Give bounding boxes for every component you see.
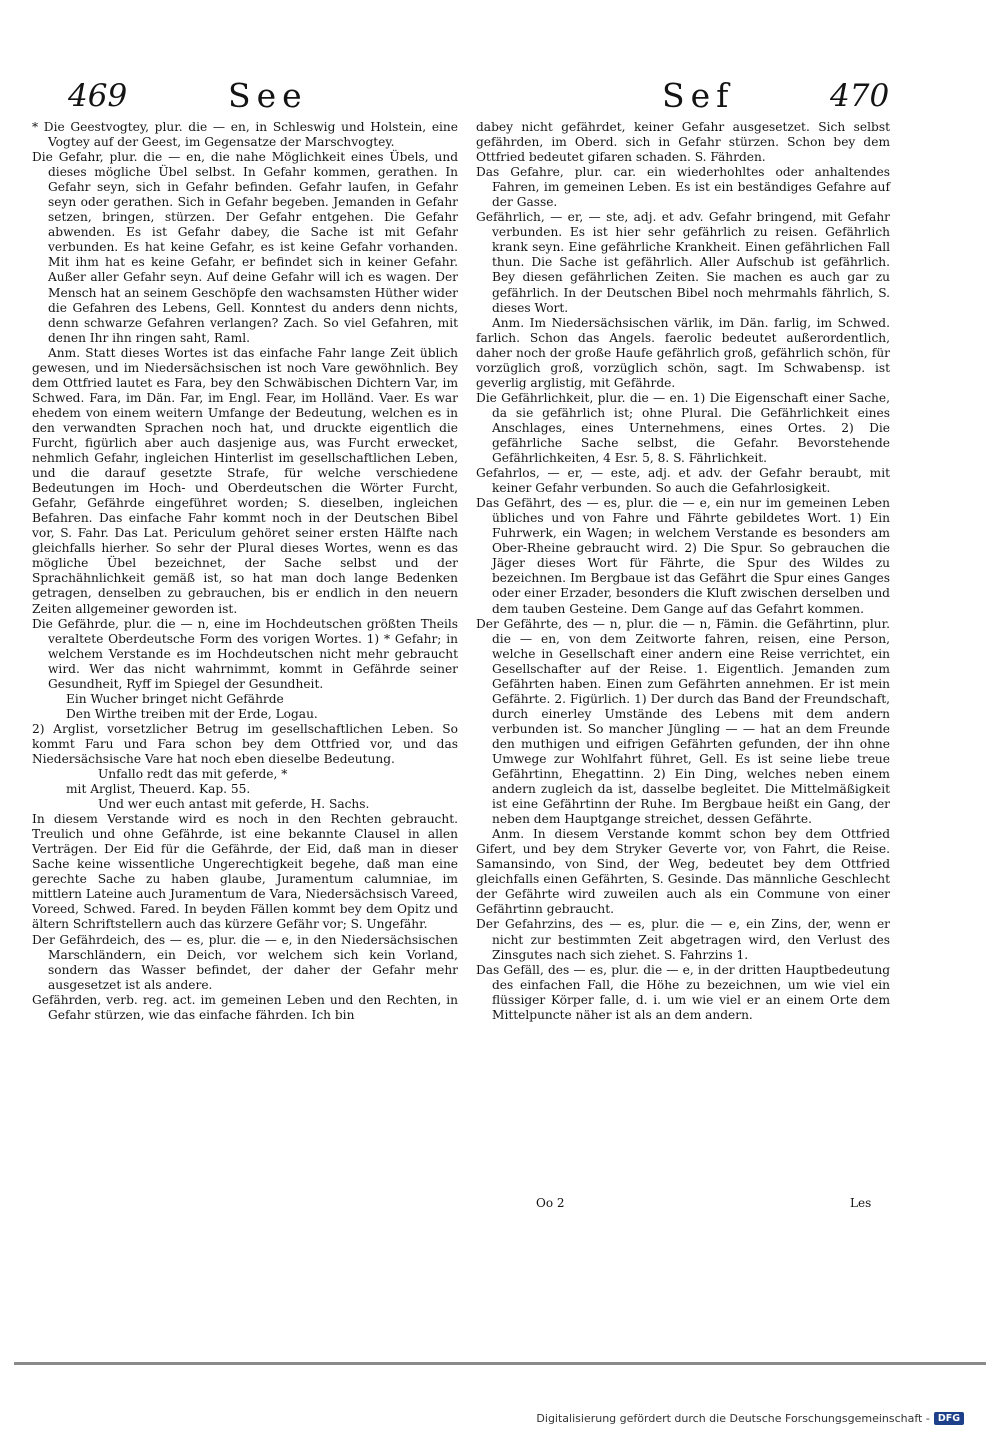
dictionary-entry: Gefährden, verb. reg. act. im gemeinen Leben und den Rechten, in Gefahr stürzen, wie das einfache fährden. Ich bin — [32, 992, 458, 1022]
dictionary-entry: Gefahrlos, — er, — este, adj. et adv. der Gefahr beraubt, mit keiner Gefahr verbunden. So auch die Gefahrlosigkeit. — [476, 466, 890, 496]
scan-edge-line — [14, 1362, 986, 1365]
dictionary-entry: Anm. Statt dieses Wortes ist das einfache Fahr lange Zeit üblich gewesen, und im Niedersächsischen ist noch Vare gewöhnlich. Bey dem Ottfried lautet es Fara, bey den Schwäbischen Dichtern Var, im Schwed. Fara, im Dän. Far, im Engl. Fear, im Holländ. Vaer. Es war ehedem von einem weitern Umfange der Bedeutung, welchen es in den verwandten Sprachen noch hat, und druckte eigentlich die Furcht, figürlich aber auch dasjenige aus, was Furcht erwecket, nehmlich Gefahr, ingleichen Hinterlist im gesellschaftlichen Leben, und die darauf gesetzte Strafe, für welche verschiedene Bedeutungen im Hoch- und Oberdeutschen die Wörter Furcht, Gefahr, Gefährde eingeführet worden; S. dieselben, ingleichen Befahren. Das einfache Fahr kommt noch in der Deutschen Bibel vor, S. Fahr. Das Lat. Periculum gehöret seiner ersten Hälfte nach gleichfalls hierher. So sehr der Plural dieses Wortes, wenn es das mögliche Übel bezeichnet, der Sache selbst und der Sprachähnlichkeit gemäß ist, so hat man doch lange Bedenken getragen, denselben zu gebrauchen, bis er endlich in den neuern Zeiten allgemeiner geworden ist. — [32, 345, 458, 616]
signature-mark: Oo 2 — [536, 1196, 565, 1210]
dictionary-entry: Der Gefährdeich, des — es, plur. die — e, in den Niedersächsischen Marschländern, ein Deich, vor welchem sich kein Vorland, sondern das Wasser befindet, der daher der Gefahr mehr ausgesetzet ist als andere. — [32, 932, 458, 992]
dfg-logo: DFG — [934, 1412, 964, 1425]
dictionary-entry: In diesem Verstande wird es noch in den Rechten gebraucht. Treulich und ohne Gefährde, ist eine bekannte Clausel in allen Verträgen. Der Eid für die Gefährde, der Eid, daß man in dieser Sache keine wissentliche Ungerechtigkeit begehe, daß man eine gerechte Sache zu haben glaube, Juramentum calumniae, im mittlern Lateine auch Juramentum de Vara, Niedersächsisch Vareed, Voreed, Schwed. Fared. In beyden Fällen kommt bey dem Opitz und ältern Schriftstellern auch das kürzere Gefähr vor; S. Ungefähr. — [32, 812, 458, 932]
dictionary-entry: Gefährlich, — er, — ste, adj. et adv. Gefahr bringend, mit Gefahr verbunden. Es ist hier sehr gefährlich zu reisen. Gefährlich krank seyn. Eine gefährliche Krankheit. Einen gefährlichen Fall thun. Die Sache ist gefährlich. Aller Aufschub ist gefährlich. Bey diesen gefährlichen Zeiten. Sie machen es auch gar zu gefährlich. In der Deutschen Bibel noch mehrmahls fährlich, S. dieses Wort. — [476, 210, 890, 315]
digitization-credit — [536, 1412, 964, 1425]
dictionary-entry: Den Wirthe treiben mit der Erde, Logau. — [66, 706, 318, 721]
dictionary-entry: Anm. In diesem Verstande kommt schon bey dem Ottfried Gifert, und bey dem Stryker Geverte vor, von Fahrt, die Reise. Samansindo, von Sind, der Weg, bedeutet bey dem Ottfried gleichfalls einen Gefährten, S. Gesinde. Das männliche Geschlecht der Gefährte wird zuweilen auch als ein Commune von einer Gefährtinn gebraucht. — [476, 827, 890, 917]
credit-text: Digitalisierung gefördert durch die Deutsche Forschungsgemeinschaft - — [536, 1412, 930, 1425]
dictionary-entry: Der Gefahrzins, des — es, plur. die — e, ein Zins, der, wenn er nicht zur bestimmten Zeit abgetragen wird, den Verlust des Zinsgutes nach sich ziehet. S. Fahrzins 1. — [476, 917, 890, 962]
dictionary-entry: mit Arglist, Theuerd. Kap. 55. — [66, 782, 251, 797]
dictionary-entry: Ein Wucher bringet nicht Gefährde — [66, 691, 284, 706]
dictionary-entry: Die Gefährlichkeit, plur. die — en. 1) Die Eigenschaft einer Sache, da sie gefährlich ist; ohne Plural. Die Gefährlichkeit eines Anschlages, eines Unternehmens, eines Ortes. 2) Die gefährliche Sache selbst, die Gefahr. Bevorstehende Gefährlichkeiten, 4 Esr. 5, 8. S. Fährlichkeit. — [476, 390, 890, 466]
left-page-number: 469 — [68, 78, 128, 114]
dictionary-entry: Anm. Im Niedersächsischen värlik, im Dän. farlig, im Schwed. farlich. Schon das Angels. faerolic bedeutet außerordentlich, daher noch der große Haufe gefährlich groß, gefährlich schön, für vorzüglich groß, vorzüglich schön, sagt. Im Schwabensp. ist geverlig arglistig, mit Gefährde. — [476, 315, 890, 390]
left-header-word: See — [228, 76, 308, 115]
right-page-number: 470 — [830, 78, 890, 114]
dictionary-entry: 2) Arglist, vorsetzlicher Betrug im gesellschaftlichen Leben. So kommt Faru und Fara schon bey dem Ottfried vor, und das Niedersächsische Vare hat noch eben dieselbe Bedeutung. — [32, 721, 458, 766]
dictionary-entry: Der Gefährte, des — n, plur. die — n, Fämin. die Gefährtinn, plur. die — en, von dem Zeitworte fahren, reisen, eine Person, welche in Gesellschaft einer andern eine Reise verrichtet, ein Gesellschafter auf der Reise. 1. Eigentlich. Jemanden zum Gefährten haben. Einen zum Gefährten annehmen. Er ist mein Gefährte. 2. Figürlich. 1) Der durch das Band der Freundschaft, durch einerley Umstände des Lebens mit dem andern verbunden ist. So mancher Jüngling — — hat an dem Freunde den muthigen und eifrigen Gefährten gefunden, der ihn ohne Umwege zur Wohlfahrt führet, Gell. Es ist seine liebe treue Gefährtinn, Ehegattinn. 2) Ein Ding, welches neben einem andern zugleich da ist, dasselbe begleitet. Die Mittelmäßigkeit ist eine Gefährtinn der Ruhe. Im Bergbaue heißt ein Gang, der neben dem Hauptgange streichet, dessen Gefährte. — [476, 616, 890, 827]
dictionary-entry: Die Gefahr, plur. die — en, die nahe Möglichkeit eines Übels, und dieses mögliche Übel selbst. In Gefahr kommen, gerathen. In Gefahr seyn, sich in Gefahr befinden. Gefahr laufen, in Gefahr seyn oder gerathen. Sich in Gefahr begeben. Jemanden in Gefahr setzen, bringen, stürzen. Der Gefahr entgehen. Die Gefahr abwenden. Es ist Gefahr dabey, die Sache ist mit Gefahr verbunden. Es hat keine Gefahr, es ist keine Gefahr vorhanden. Mit ihm hat es keine Gefahr, er befindet sich in keiner Gefahr. Außer aller Gefahr seyn. Auf deine Gefahr will ich es wagen. Der Mensch hat an seinem Geschöpfe den wachsamsten Hüther wider die Gefahren des Lebens, Gell. Konntest du anders denn nichts, denn schwarze Gefahren verlangen? Zach. So viel Gefahren, mit denen Ihr ihn ringen saht, Raml. — [32, 150, 458, 345]
catchword: Les — [850, 1196, 872, 1210]
right-column — [476, 120, 890, 1023]
dictionary-entry: Unfallo redt das mit geferde, * — [98, 767, 288, 782]
dictionary-entry: Das Gefährt, des — es, plur. die — e, ein nur im gemeinen Leben übliches und von Fahre und Fährte gebildetes Wort. 1) Ein Fuhrwerk, ein Wagen; in welchem Verstande es besonders am Ober-Rheine gebraucht wird. 2) Die Spur. So gebrauchen die Jäger dieses Wort für Fährte, die Spur des Wildes zu bezeichnen. Im Bergbaue ist das Gefährt die Spur eines Ganges oder einer Erzader, besonders die Kluft zwischen derselben und dem tauben Gesteine. Dem Gange auf das Gefahrt kommen. — [476, 496, 890, 616]
dictionary-entry: Und wer euch antast mit geferde, H. Sachs. — [98, 797, 370, 812]
dictionary-entry: Die Gefährde, plur. die — n, eine im Hochdeutschen größten Theils veraltete Oberdeutsche Form des vorigen Wortes. 1) * Gefahr; in welchem Verstande es im Hochdeutschen nicht mehr gebraucht wird. Wer das nicht wahrnimmt, kommt in Gefährde seiner Gesundheit, Ryff im Spiegel der Gesundheit. — [32, 616, 458, 691]
dictionary-entry: Das Gefahre, plur. car. ein wiederhohltes oder anhaltendes Fahren, im gemeinen Leben. Es ist ein beständiges Gefahre auf der Gasse. — [476, 165, 890, 210]
dictionary-entry: * Die Geestvogtey, plur. die — en, in Schleswig und Holstein, eine Vogtey auf der Geest, im Gegensatze der Marschvogtey. — [32, 120, 458, 150]
right-header-word: Sef — [662, 76, 735, 115]
left-column — [32, 120, 458, 1023]
dictionary-entry: dabey nicht gefährdet, keiner Gefahr ausgesetzet. Sich selbst gefährden, im Oberd. sich in Gefahr stürzen. Schon bey dem Ottfried bedeutet gifaren schaden. S. Fährden. — [476, 120, 890, 165]
dictionary-entry: Das Gefäll, des — es, plur. die — e, in der dritten Hauptbedeutung des einfachen Fall, die Höhe zu bezeichnen, um wie viel ein flüssiger Körper falle, d. i. um wie viel er an einem Orte dem Mittelpuncte näher ist als an dem andern. — [476, 962, 890, 1022]
